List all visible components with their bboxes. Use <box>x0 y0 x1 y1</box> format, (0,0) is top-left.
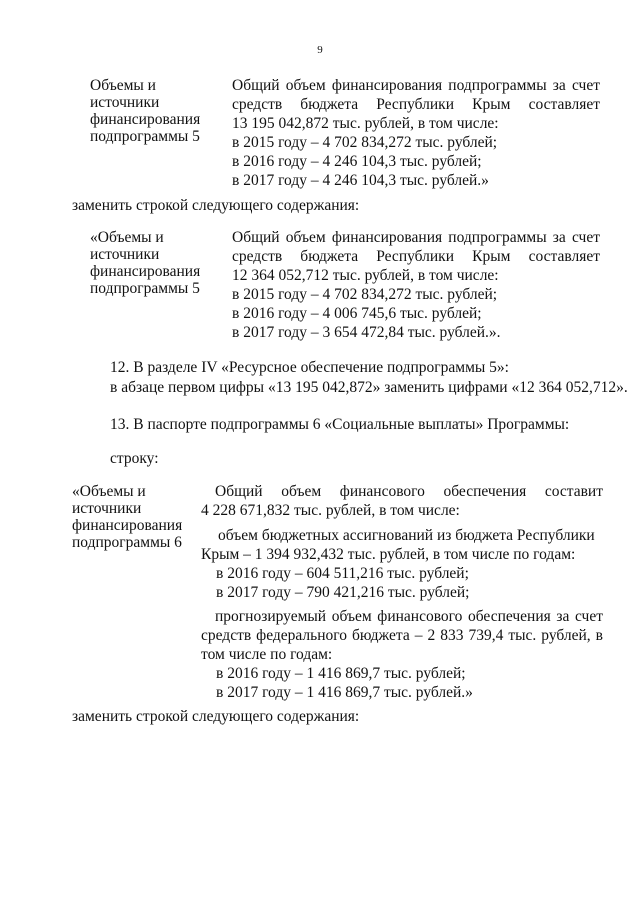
replace-instruction-1: заменить строкой следующего содержания: <box>72 197 360 214</box>
label-line: «Объемы и <box>90 229 164 246</box>
content-line: средств бюджета Республики Крым составляет <box>232 248 600 265</box>
content-line: средств федерального бюджета – 2 833 739,4 тыс. рублей, в <box>201 627 603 644</box>
page-number: 9 <box>317 44 323 56</box>
content-line: 13 195 042,872 тыс. рублей, в том числе: <box>232 115 499 132</box>
content-line: Крым – 1 394 932,432 тыс. рублей, в том числе по годам: <box>201 546 576 563</box>
content-line: в 2015 году – 4 702 834,272 тыс. рублей; <box>232 286 498 303</box>
content-line: прогнозируемый объем финансового обеспечения за счет <box>215 608 603 625</box>
stroku-text: строку: <box>110 450 159 467</box>
label-line: источники <box>90 94 160 111</box>
item-12-text: в абзаце первом цифры «13 195 042,872» заменить цифрами «12 364 052,712». <box>110 379 628 396</box>
content-line: Общий объем финансового обеспечения составит <box>215 483 603 500</box>
content-line: в 2016 году – 4 246 104,3 тыс. рублей; <box>232 153 482 170</box>
label-line: финансирования <box>90 111 201 128</box>
content-line: Общий объем финансирования подпрограммы за счет <box>232 229 600 246</box>
content-line: Общий объем финансирования подпрограммы за счет <box>232 77 600 94</box>
content-line: в 2017 году – 790 421,216 тыс. рублей; <box>216 584 470 601</box>
content-block-2 <box>232 228 600 342</box>
content-block-1 <box>232 76 600 190</box>
content-line: 12 364 052,712 тыс. рублей, в том числе: <box>232 267 499 284</box>
label-line: источники <box>72 500 142 517</box>
item-12-heading: 12. В разделе IV «Ресурсное обеспечение подпрограммы 5»: <box>110 359 509 376</box>
content-block-3-p3 <box>201 607 603 702</box>
content-line: в 2017 году – 3 654 472,84 тыс. рублей.». <box>232 324 501 341</box>
content-line: объем бюджетных ассигнований из бюджета Республики <box>218 527 595 544</box>
item-13-heading: 13. В паспорте подпрограммы 6 «Социальные выплаты» Программы: <box>110 416 570 433</box>
label-block-3 <box>72 483 182 551</box>
label-line: подпрограммы 5 <box>90 280 200 297</box>
content-line: 4 228 671,832 тыс. рублей, в том числе: <box>201 502 460 519</box>
label-block-2 <box>90 229 200 297</box>
label-line: подпрограммы 6 <box>72 534 182 551</box>
content-line: в 2016 году – 4 006 745,6 тыс. рублей; <box>232 305 482 322</box>
label-block-1 <box>90 77 200 145</box>
content-line: средств бюджета Республики Крым составляет <box>232 96 600 113</box>
label-line: подпрограммы 5 <box>90 128 200 145</box>
label-line: финансирования <box>72 517 183 534</box>
replace-instruction-2: заменить строкой следующего содержания: <box>72 708 360 725</box>
label-line: «Объемы и <box>72 483 146 500</box>
label-line: финансирования <box>90 263 201 280</box>
content-line: том числе по годам: <box>201 646 333 663</box>
content-line: в 2016 году – 604 511,216 тыс. рублей; <box>216 565 469 582</box>
content-block-3-p2 <box>201 526 595 602</box>
content-line: в 2017 году – 1 416 869,7 тыс. рублей.» <box>216 684 473 701</box>
label-line: Объемы и <box>90 77 156 94</box>
content-block-3-p1 <box>201 482 603 520</box>
label-line: источники <box>90 246 160 263</box>
content-line: в 2015 году – 4 702 834,272 тыс. рублей; <box>232 134 498 151</box>
content-line: в 2016 году – 1 416 869,7 тыс. рублей; <box>216 665 466 682</box>
content-line: в 2017 году – 4 246 104,3 тыс. рублей.» <box>232 172 489 189</box>
